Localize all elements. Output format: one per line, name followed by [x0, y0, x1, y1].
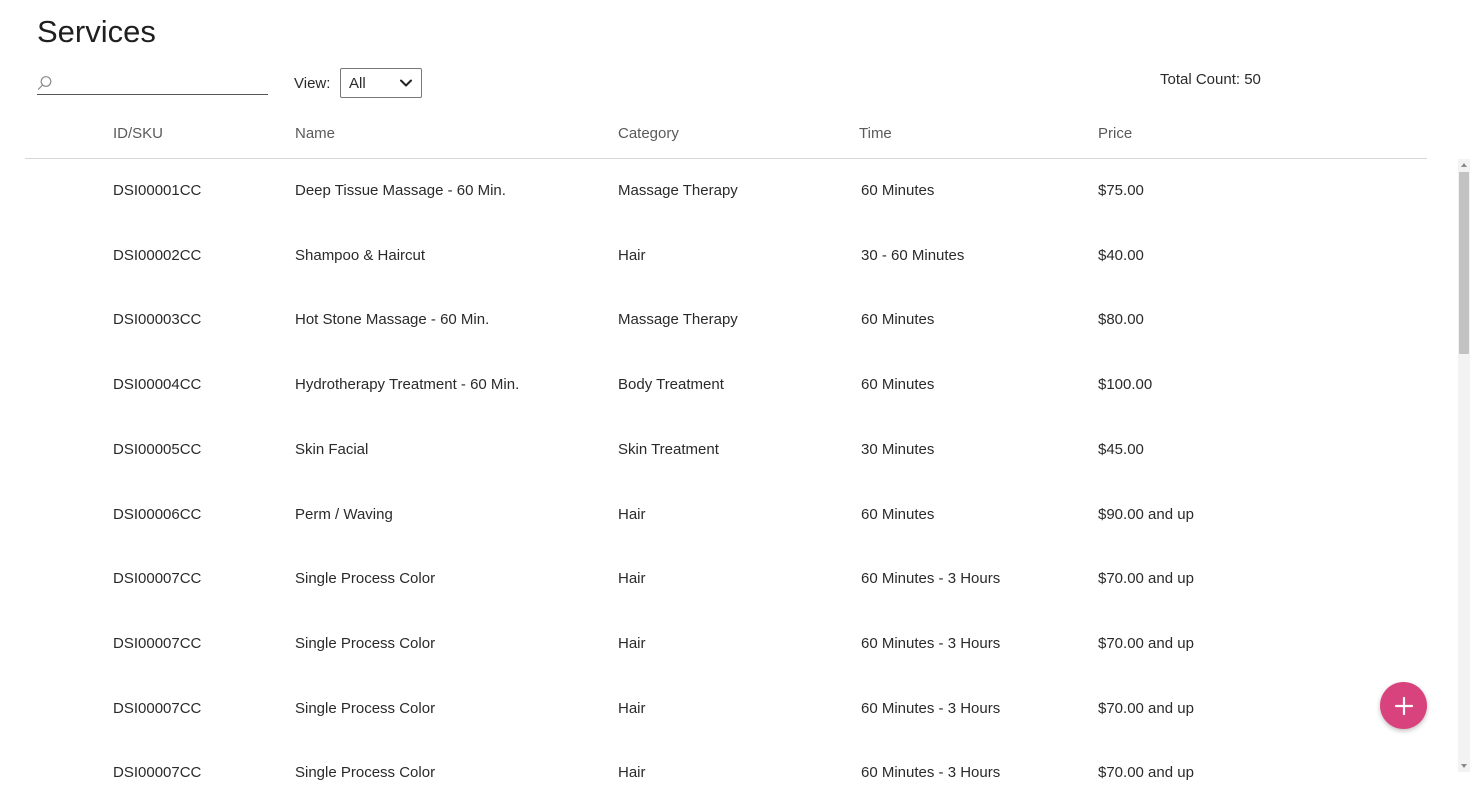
cell-category: Hair — [618, 699, 646, 717]
cell-price: $45.00 — [1098, 440, 1144, 458]
cell-id: DSI00005CC — [113, 440, 202, 458]
cell-id: DSI00007CC — [113, 699, 202, 717]
cell-name: Shampoo & Haircut — [295, 246, 426, 264]
cell-price: $70.00 and up — [1098, 764, 1194, 782]
cell-category: Hair — [618, 246, 646, 264]
scroll-thumb[interactable] — [1459, 172, 1469, 354]
cell-time: 60 Minutes — [861, 182, 935, 199]
cell-price: $100.00 — [1098, 376, 1153, 394]
cell-id: DSI00007CC — [113, 634, 202, 652]
table-row[interactable] — [25, 353, 1427, 418]
chevron-down-icon — [399, 76, 413, 90]
cell-time: 60 Minutes - 3 Hours — [861, 764, 1001, 782]
table-row[interactable] — [25, 741, 1427, 806]
cell-price: $80.00 — [1098, 311, 1144, 329]
cell-price: $70.00 and up — [1098, 634, 1194, 652]
caret-up-icon — [1460, 162, 1468, 168]
cell-time: 60 Minutes — [861, 376, 935, 394]
cell-id: DSI00007CC — [113, 764, 202, 782]
table-row[interactable] — [25, 288, 1427, 353]
table-row[interactable] — [25, 677, 1427, 742]
cell-time: 60 Minutes - 3 Hours — [861, 699, 1001, 717]
scroll-up-arrow[interactable] — [1458, 159, 1470, 171]
vertical-scrollbar[interactable] — [1458, 159, 1470, 772]
cell-name: Hot Stone Massage - 60 Min. — [295, 311, 490, 329]
cell-price: $70.00 and up — [1098, 699, 1194, 717]
cell-id: DSI00001CC — [113, 182, 202, 199]
plus-icon — [1394, 696, 1414, 716]
add-service-button[interactable] — [1380, 682, 1427, 729]
table-row[interactable] — [25, 612, 1427, 677]
cell-category: Massage Therapy — [618, 311, 738, 329]
column-header-id[interactable]: ID/SKU — [113, 125, 164, 142]
cell-id: DSI00004CC — [113, 376, 202, 394]
total-count: Total Count: 50 — [1160, 71, 1261, 88]
cell-id: DSI00007CC — [113, 570, 202, 588]
cell-category: Hair — [618, 505, 646, 523]
cell-time: 60 Minutes - 3 Hours — [861, 570, 1001, 588]
cell-category: Body Treatment — [618, 376, 724, 394]
table-row[interactable] — [25, 483, 1427, 548]
page-title: Services — [37, 14, 156, 49]
table-row[interactable] — [25, 547, 1427, 612]
table-row[interactable] — [25, 224, 1427, 289]
cell-name: Single Process Color — [295, 764, 436, 782]
cell-id: DSI00006CC — [113, 505, 202, 523]
table-header — [25, 115, 1427, 159]
cell-name: Single Process Color — [295, 699, 436, 717]
search-icon — [37, 75, 53, 91]
column-header-time[interactable]: Time — [859, 125, 892, 142]
cell-price: $90.00 and up — [1098, 505, 1194, 523]
cell-category: Hair — [618, 764, 646, 782]
cell-id: DSI00003CC — [113, 311, 202, 329]
view-label: View: — [294, 75, 331, 92]
cell-time: 60 Minutes - 3 Hours — [861, 634, 1001, 652]
view-select[interactable] — [340, 68, 422, 98]
caret-down-icon — [1460, 763, 1468, 769]
cell-category: Hair — [618, 634, 646, 652]
table-row[interactable] — [25, 418, 1427, 483]
cell-time: 30 Minutes — [861, 440, 935, 458]
cell-time: 60 Minutes — [861, 505, 935, 523]
cell-id: DSI00002CC — [113, 246, 202, 264]
view-select-value: All — [349, 74, 366, 92]
search-input[interactable] — [53, 71, 268, 93]
cell-name: Skin Facial — [295, 440, 369, 458]
cell-category: Hair — [618, 570, 646, 588]
cell-name: Perm / Waving — [295, 505, 393, 523]
cell-price: $40.00 — [1098, 246, 1144, 264]
cell-time: 30 - 60 Minutes — [861, 246, 965, 264]
cell-price: $70.00 and up — [1098, 570, 1194, 588]
cell-name: Hydrotherapy Treatment - 60 Min. — [295, 376, 520, 394]
cell-name: Deep Tissue Massage - 60 Min. — [295, 182, 506, 199]
cell-name: Single Process Color — [295, 634, 436, 652]
cell-category: Massage Therapy — [618, 182, 738, 199]
cell-category: Skin Treatment — [618, 440, 719, 458]
cell-name: Single Process Color — [295, 570, 436, 588]
search-bar[interactable] — [37, 70, 268, 95]
table-body — [25, 159, 1427, 782]
cell-price: $75.00 — [1098, 182, 1144, 199]
column-header-price[interactable]: Price — [1098, 125, 1133, 142]
table-row[interactable] — [25, 159, 1427, 224]
scroll-down-arrow[interactable] — [1458, 760, 1470, 772]
column-header-name[interactable]: Name — [295, 125, 336, 142]
cell-time: 60 Minutes — [861, 311, 935, 329]
column-header-category[interactable]: Category — [618, 125, 679, 142]
